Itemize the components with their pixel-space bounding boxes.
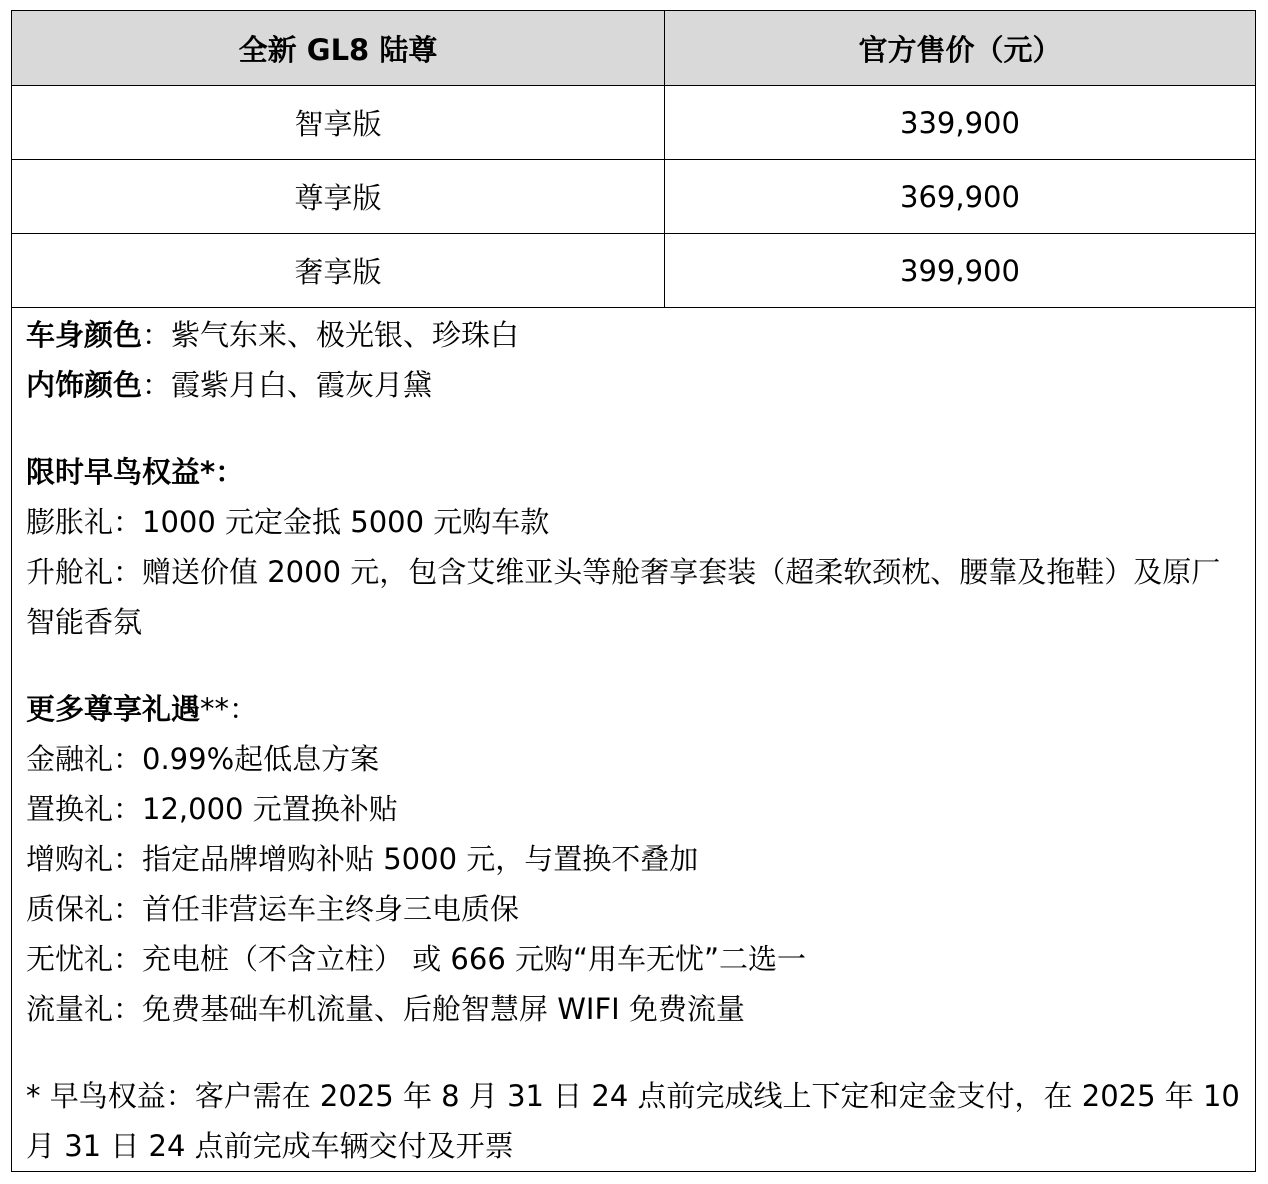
interior-color-line [26, 360, 1246, 410]
benefit-item: 升舱礼：赠送价值 2000 元，包含艾维亚头等舱奢享套装（超柔软颈枕、腰靠及拖鞋）及原厂智能香氛 [26, 555, 1221, 639]
trim-cell: 智享版 [12, 86, 665, 160]
benefit-item: 质保礼：首任非营运车主终身三电质保 [26, 892, 520, 926]
benefit-item: 置换礼：12,000 元置换补贴 [26, 792, 398, 826]
table-row [12, 160, 1256, 234]
table-row [12, 234, 1256, 308]
benefit-item: 增购礼：指定品牌增购补贴 5000 元，与置换不叠加 [26, 842, 699, 876]
table-header-row [12, 11, 1256, 86]
early-bird-heading-text: 限时早鸟权益*： [26, 455, 245, 489]
price-cell: 399,900 [665, 234, 1256, 308]
benefit-item: 流量礼：免费基础车机流量、后舱智慧屏 WIFI 免费流量 [26, 992, 745, 1026]
notes-section [26, 310, 1246, 1171]
interior-color-label: 内饰颜色 [26, 368, 143, 402]
trim-cell: 奢享版 [12, 234, 665, 308]
benefit-item: 金融礼：0.99%起低息方案 [26, 742, 380, 776]
price-cell: 339,900 [665, 86, 1256, 160]
exterior-color-line [26, 310, 1246, 360]
more-benefits-heading-suffix: **： [200, 692, 259, 726]
footnote: * 早鸟权益：客户需在 2025 年 8 月 31 日 24 点前完成线上下定和定金支付，在 2025 年 10 月 31 日 24 点前完成车辆交付及开票 [26, 1079, 1240, 1163]
price-cell: 369,900 [665, 160, 1256, 234]
trim-cell: 尊享版 [12, 160, 665, 234]
benefit-item: 无忧礼：充电桩（不含立柱） 或 666 元购“用车无忧”二选一 [26, 942, 807, 976]
exterior-color-label: 车身颜色 [26, 318, 143, 352]
header-price: 官方售价（元） [665, 11, 1256, 86]
price-table [11, 10, 1256, 308]
more-benefits-heading [26, 684, 1246, 734]
more-benefits-heading-text: 更多尊享礼遇 [26, 692, 201, 726]
header-model: 全新 GL8 陆尊 [12, 11, 665, 86]
table-row [12, 86, 1256, 160]
interior-color-value: ：霞紫月白、霞灰月黛 [142, 368, 433, 402]
early-bird-heading [26, 447, 1246, 497]
exterior-color-value: ：紫气东来、极光银、珍珠白 [142, 318, 520, 352]
benefit-item: 膨胀礼：1000 元定金抵 5000 元购车款 [26, 505, 550, 539]
